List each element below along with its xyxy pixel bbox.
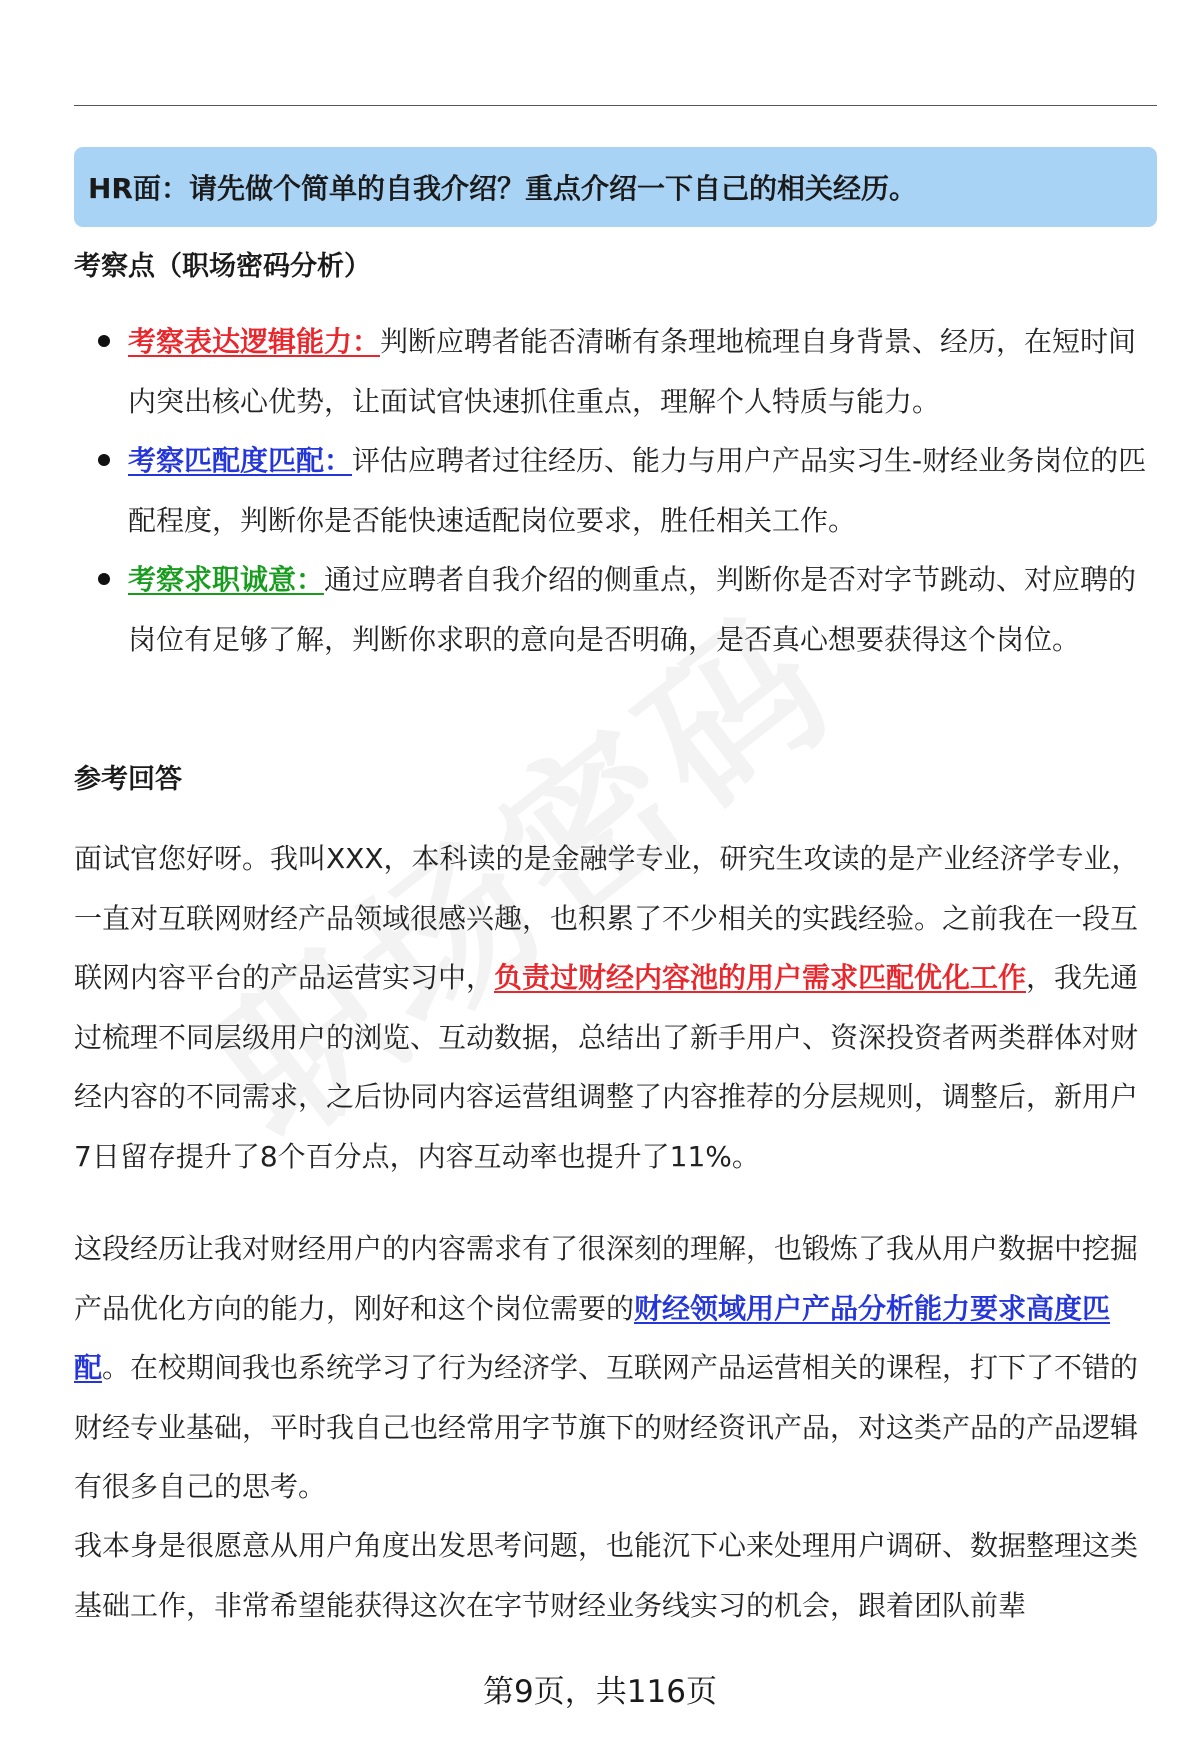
exam-point-sincerity (74, 550, 1154, 669)
question-text: HR面：请先做个简单的自我介绍？重点介绍一下自己的相关经历。 (88, 172, 917, 205)
exam-point-logic (74, 312, 1154, 431)
answer-p2-text-end: 。在校期间我也系统学习了行为经济学、互联网产品运营相关的课程，打下了不错的财经专业基础，平时我自己也经常用字节旗下的财经资讯产品，对这类产品的产品逻辑有很多自己的思考。 (74, 1351, 1139, 1503)
answer-p3-text: 我本身是很愿意从用户角度出发思考问题，也能沉下心来处理用户调研、数据整理这类基础工作，非常希望能获得这次在字节财经业务线实习的机会，跟着团队前辈 (74, 1529, 1139, 1622)
exam-section (74, 247, 1154, 287)
exam-point-match (74, 431, 1154, 550)
exam-point-label: 考察匹配度匹配： (128, 444, 353, 477)
question-banner (74, 147, 1157, 227)
answer-p2-highlight: 财经领域用户产品分析能力要求高度匹配 (74, 1291, 1111, 1384)
exam-heading: 考察点（职场密码分析） (74, 251, 371, 282)
exam-point-text: 判断应聘者能否清晰有条理地梳理自身背景、经历，在短时间内突出核心优势，让面试官快速抓住重点，理解个人特质与能力。 (128, 325, 1137, 418)
answer-p2-text: 这段经历让我对财经用户的内容需求有了很深刻的理解，也锻炼了我从用户数据中挖掘产品优化方向的能力，刚好和这个岗位需要的 (74, 1232, 1139, 1325)
answer-paragraph-3 (74, 1516, 1154, 1635)
exam-point-list (74, 312, 1154, 669)
exam-point-label: 考察求职诚意： (128, 563, 325, 596)
top-divider (74, 105, 1157, 106)
exam-point-label: 考察表达逻辑能力： (128, 325, 381, 358)
answer-p1-highlight: 负责过财经内容池的用户需求匹配优化工作 (494, 961, 1027, 994)
answer-paragraph-1 (74, 829, 1154, 1186)
answer-p1-text: 面试官您好呀。我叫XXX，本科读的是金融学专业，研究生攻读的是产业经济学专业，一直对互联网财经产品领域很感兴趣，也积累了不少相关的实践经验。之前我在一段互联网内容平台的产品运营实习中， (74, 842, 1140, 994)
answer-heading: 参考回答 (74, 764, 182, 795)
exam-points (74, 312, 1154, 669)
answer-section (74, 760, 1154, 800)
exam-point-text: 通过应聘者自我介绍的侧重点，判断你是否对字节跳动、对应聘的岗位有足够了解，判断你求职的意向是否明确，是否真心想要获得这个岗位。 (128, 563, 1137, 656)
answer-paragraph-2 (74, 1219, 1154, 1517)
page-number: 第9页，共116页 (483, 1674, 717, 1710)
answer-p1-text-end: ，我先通过梳理不同层级用户的浏览、互动数据，总结出了新手用户、资深投资者两类群体对财经内容的不同需求，之后协同内容运营组调整了内容推荐的分层规则，调整后，新用户7日留存提升了8个百分点，内容互动率也提升了11%。 (74, 961, 1139, 1173)
exam-point-text: 评估应聘者过往经历、能力与用户产品实习生-财经业务岗位的匹配程度，判断你是否能快速适配岗位要求，胜任相关工作。 (128, 444, 1147, 537)
